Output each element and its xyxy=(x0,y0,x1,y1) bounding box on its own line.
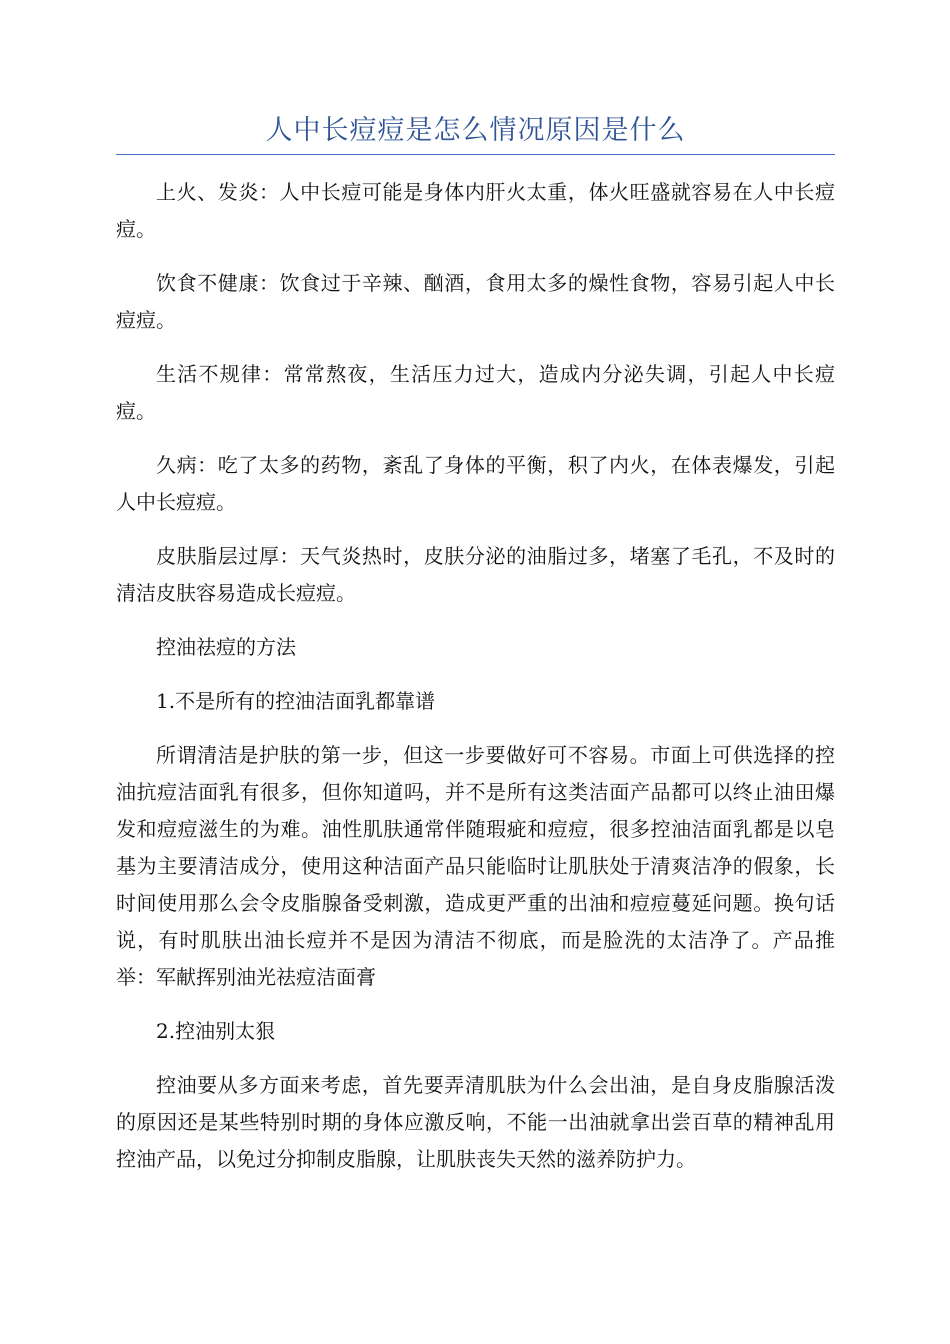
paragraph-cause-illness: 久病：吃了太多的药物，紊乱了身体的平衡，积了内火，在体表爆发，引起人中长痘痘。 xyxy=(116,453,835,514)
paragraph-cause-oily-skin: 皮肤脂层过厚：天气炎热时，皮肤分泌的油脂过多，堵塞了毛孔，不及时的清洁皮肤容易造成长痘痘。 xyxy=(116,544,835,605)
paragraph-oil-control: 控油要从多方面来考虑，首先要弄清肌肤为什么会出油，是自身皮脂腺活泼的原因还是某些特别时期的身体应激反响，不能一出油就拿出尝百草的精神乱用控油产品，以免过分抑制皮脂腺，让肌肤丧失天然的滋养防护力。 xyxy=(116,1073,835,1171)
paragraph-cause-lifestyle: 生活不规律：常常熬夜，生活压力过大，造成内分泌失调，引起人中长痘痘。 xyxy=(116,362,835,423)
section-heading-methods: 控油祛痘的方法 xyxy=(156,635,296,659)
document-body xyxy=(116,174,835,1195)
paragraph-cleanser: 所谓清洁是护肤的第一步，但这一步要做好可不容易。市面上可供选择的控油抗痘洁面乳有很多，但你知道吗，并不是所有这类洁面产品都可以终止油田爆发和痘痘滋生的为难。油性肌肤通常伴随瑕疵和痘痘，很多控油洁面乳都是以皂基为主要清洁成分，使用这种洁面产品只能临时让肌肤处于清爽洁净的假象，长时间使用那么会令皮脂腺备受刺激，造成更严重的出油和痘痘蔓延问题。换句话说，有时肌肤出油长痘并不是因为清洁不彻底，而是脸洗的太洁净了。产品推举：军献挥别油光祛痘洁面膏 xyxy=(116,743,835,989)
subheading-cleanser: 1.不是所有的控油洁面乳都靠谱 xyxy=(156,689,436,713)
paragraph-cause-heat: 上火、发炎：人中长痘可能是身体内肝火太重，体火旺盛就容易在人中长痘痘。 xyxy=(116,180,835,241)
subheading-oil-control: 2.控油别太狠 xyxy=(156,1019,276,1043)
paragraph-cause-diet: 饮食不健康：饮食过于辛辣、酗酒，食用太多的燥性食物，容易引起人中长痘痘。 xyxy=(116,271,835,332)
page-title: 人中长痘痘是怎么情况原因是什么 xyxy=(265,115,686,146)
title-block xyxy=(116,112,835,155)
